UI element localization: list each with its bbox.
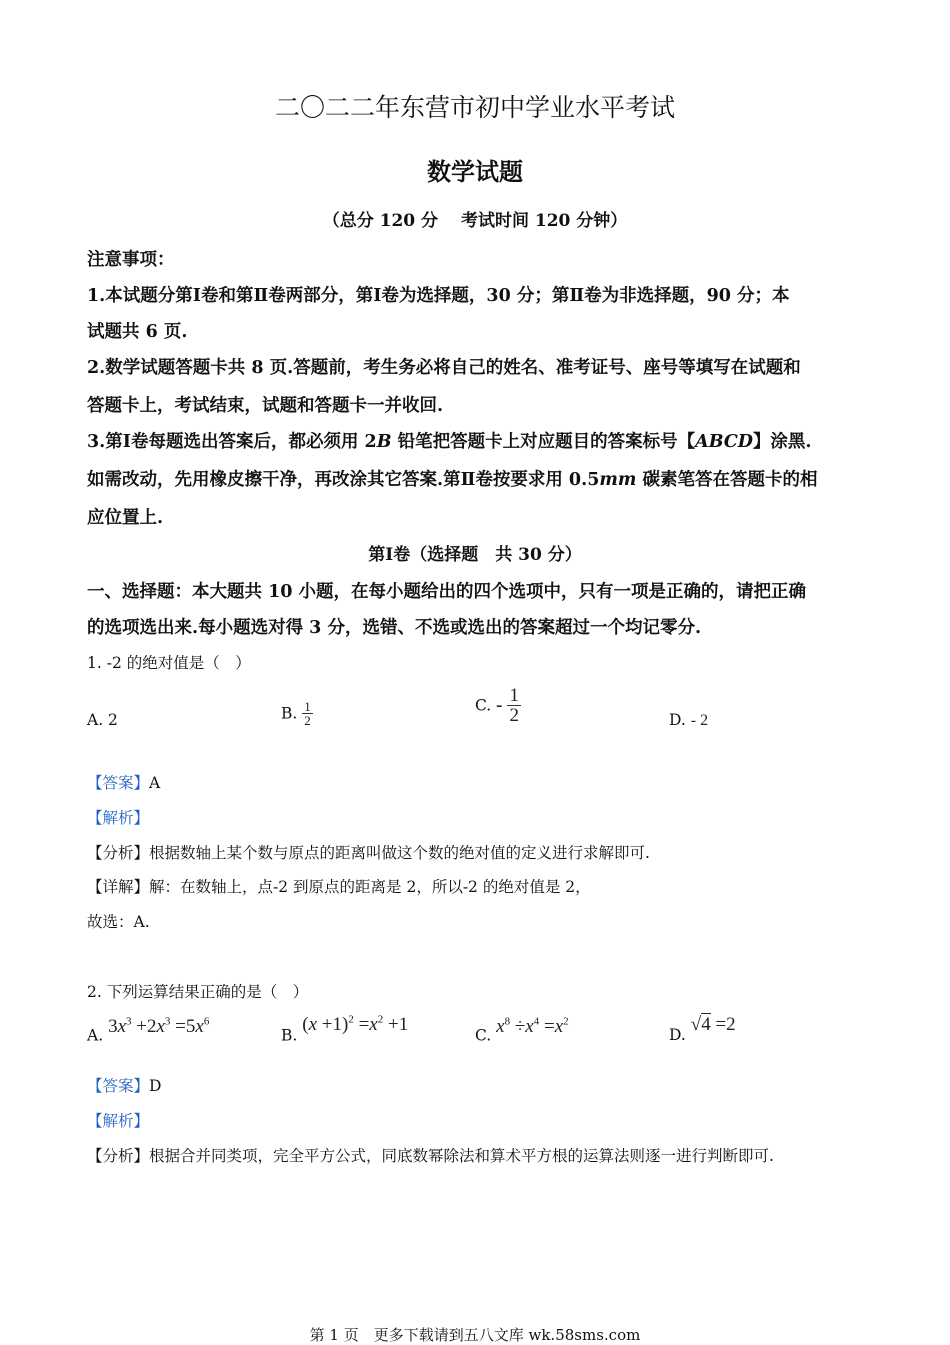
q1-option-c [475,686,521,725]
q2-option-b-formula: $(x +1)^2 =x^2 +1$ [302,1014,409,1036]
q1-option-b-label: B. [281,704,298,723]
q1-c-denominator: 2 [509,705,519,726]
section-intro-line-2: 的选项选出来.每小题选对得 3 分，选错、不选或选出的答案超过一个均记零分. [87,618,702,638]
page-footer: 第 1 页 更多下载请到五八文库 wk.58sms.com [309,1326,641,1344]
q1-c-numerator: 1 [509,685,519,706]
note-3-line-1 [87,428,812,453]
note-3-text-a: 3.第Ⅰ卷每题选出答案后，都必须用 2 [87,432,377,452]
q2-answer [87,1074,161,1096]
exam-title: 二〇二二年东营市初中学业水平考试 [274,93,675,122]
subject-title: 数学试题 [427,157,523,186]
q2-option-d [669,1014,736,1044]
note-2-line-1: 2.数学试题答题卡共 8 页.答题前，考生务必将自己的姓名、准考证号、座号等填写在试题和 [87,358,801,378]
q1-c-sign: - [496,694,503,716]
q1-d-value: - 2 [690,712,709,729]
q1-option-a: A. 2 [87,711,118,729]
note-3-mm: mm [599,470,637,490]
q1-b-denominator: 2 [304,713,311,728]
q2-analysis-tag: 【解析】 [87,1112,150,1130]
q2-option-a [87,1016,209,1044]
q1-analysis-tag: 【解析】 [87,809,150,827]
q1-option-b [281,700,313,727]
q1-answer [87,771,160,793]
q1-option-d [669,711,708,730]
note-1-line-2: 试题共 6 页. [87,322,188,342]
q2-option-c-formula: $x^8 \div x^4 =x^2$ [496,1016,569,1038]
q2-option-d-formula: √4 =2 [690,1014,736,1035]
q2-option-c [475,1016,569,1044]
q2-answer-tag: 【答案】 [87,1077,150,1095]
q2-answer-value: D [149,1077,162,1095]
q2-option-a-label: A. [87,1026,104,1045]
q2-option-b [281,1014,408,1044]
q1-guxuan: 故选：A. [87,913,150,931]
note-3-abcd: ABCD [695,432,753,452]
note-3-text-b: 铅笔把答题卡上对应题目的答案标号【 [391,432,696,452]
q2-option-c-label: C. [475,1026,492,1045]
note-3-pencil-b: B [376,432,392,452]
q1-fenxi: 【分析】根据数轴上某个数与原点的距离叫做这个数的绝对值的定义进行求解即可. [87,844,650,862]
note-3-line-2 [87,466,818,491]
note-3-line-3: 应位置上. [87,508,164,528]
q2-fenxi: 【分析】根据合并同类项，完全平方公式，同底数幂除法和算术平方根的运算法则逐一进行判断即可. [87,1147,774,1165]
exam-info: （总分 120 分 考试时间 120 分钟） [322,211,628,231]
notes-heading: 注意事项： [87,250,175,270]
q2-option-b-label: B. [281,1026,298,1045]
note-3-text-e: 碳素笔答在答题卡的相 [636,470,818,490]
note-3-text-c: 】涂黑. [752,432,812,452]
q1-answer-tag: 【答案】 [87,774,150,792]
note-2-line-2: 答题卡上，考试结束，试题和答题卡一并收回. [87,396,444,416]
q2-option-a-formula: $3x^3 +2x^3 =5x^6$ [108,1016,210,1038]
q1-b-numerator: 1 [304,699,311,714]
q1-xiangjie: 【详解】解：在数轴上，点-2 到原点的距离是 2，所以-2 的绝对值是 2， [87,878,591,896]
q1-stem: 1. -2 的绝对值是（ ） [87,654,251,672]
section-intro-line-1: 一、选择题：本大题共 10 小题，在每小题给出的四个选项中，只有一项是正确的，请把正确 [87,582,807,602]
note-1-line-1: 1.本试题分第Ⅰ卷和第Ⅱ卷两部分，第Ⅰ卷为选择题，30 分；第Ⅱ卷为非选择题，90 分；本 [87,286,790,306]
section-title: 第Ⅰ卷（选择题 共 30 分） [368,545,582,565]
q1-option-d-label: D. [669,711,686,729]
q1-option-c-label: C. [475,696,492,715]
q2-stem: 2. 下列运算结果正确的是（ ） [87,983,309,1001]
q1-option-b-fraction [302,700,313,727]
q2-option-d-label: D. [669,1026,686,1044]
q1-option-c-fraction [507,686,521,725]
q1-answer-value: A [149,774,161,792]
note-3-text-d: 如需改动，先用橡皮擦干净，再改涂其它答案.第Ⅱ卷按要求用 0.5 [87,470,600,490]
